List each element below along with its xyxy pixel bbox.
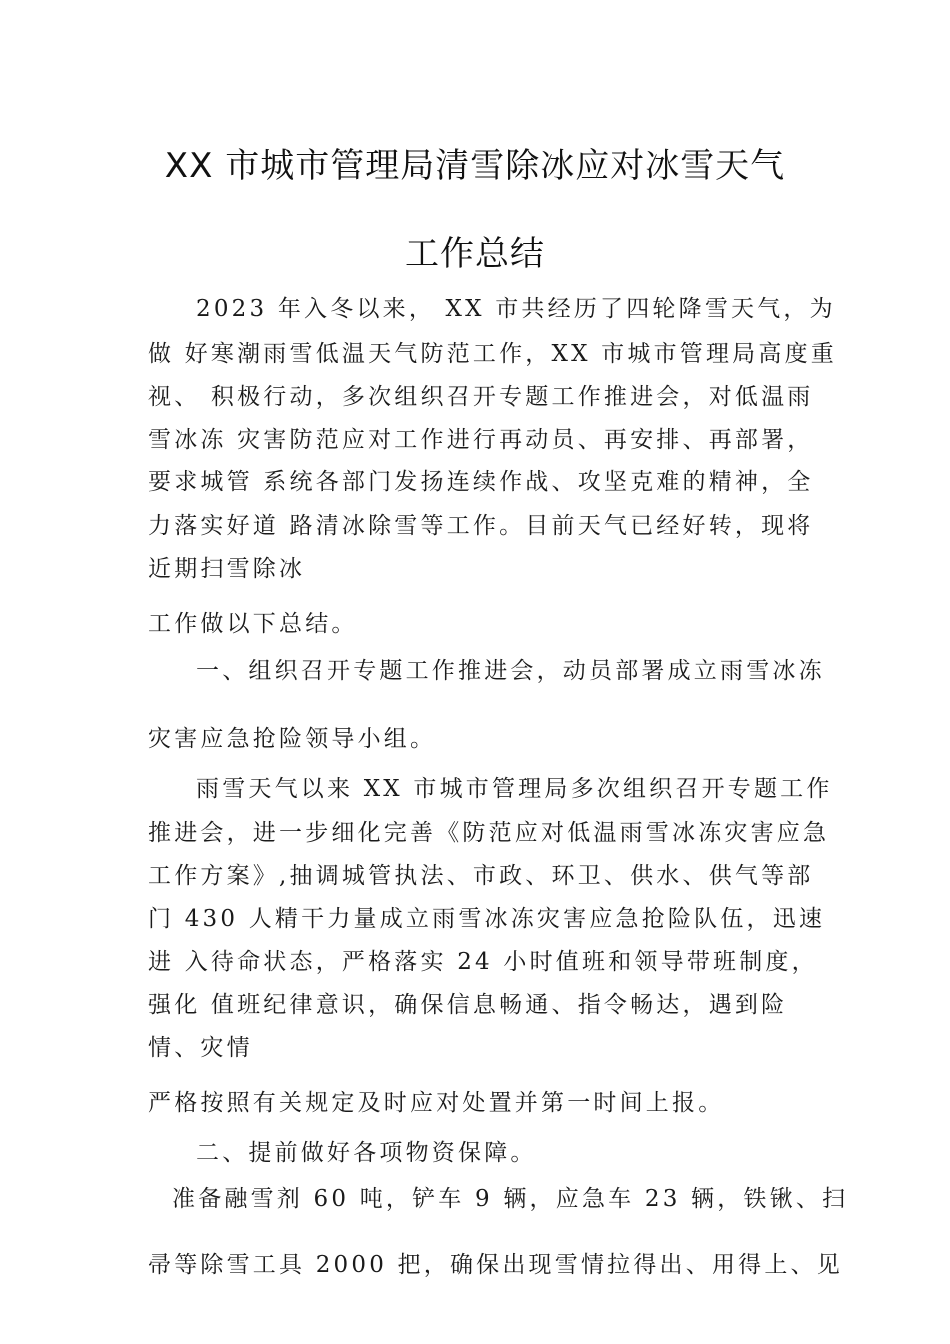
paragraph-line: 严格按照有关规定及时应对处置并第一时间上报。 xyxy=(148,1090,725,1116)
paragraph-line: 雨雪天气以来 XX 市城市管理局多次组织召开专题工作 xyxy=(196,776,833,802)
paragraph-line: 强化 值班纪律意识，确保信息畅通、指令畅达，遇到险 xyxy=(148,992,788,1018)
section-heading-line: 二、提前做好各项物资保障。 xyxy=(196,1140,537,1166)
paragraph-line: 准备融雪剂 60 吨，铲车 9 辆，应急车 23 辆，铁锹、扫 xyxy=(172,1186,849,1212)
paragraph-line: 进 入待命状态，严格落实 24 小时值班和领导带班制度， xyxy=(148,949,818,975)
document-title-line-2: 工作总结 xyxy=(405,234,545,274)
paragraph-line: 做 好寒潮雨雪低温天气防范工作，XX 市城市管理局高度重 xyxy=(148,341,837,367)
paragraph-line: 门 430 人精干力量成立雨雪冰冻灾害应急抢险队伍，迅速 xyxy=(148,906,826,932)
section-heading-line: 一、组织召开专题工作推进会，动员部署成立雨雪冰冻 xyxy=(196,658,825,684)
document-title-line-1: XX 市城市管理局清雪除冰应对冰雪天气 xyxy=(164,146,786,186)
paragraph-line: 2023 年入冬以来， XX 市共经历了四轮降雪天气，为 xyxy=(196,296,836,322)
paragraph-line: 情、灾情 xyxy=(148,1035,253,1061)
paragraph-line: 近期扫雪除冰 xyxy=(148,556,306,582)
paragraph-line: 视、 积极行动，多次组织召开专题工作推进会，对低温雨 xyxy=(148,384,814,410)
paragraph-line: 工作方案》,抽调城管执法、市政、环卫、供水、供气等部 xyxy=(148,863,814,889)
paragraph-line: 推进会，进一步细化完善《防范应对低温雨雪冰冻灾害应急 xyxy=(148,820,830,846)
paragraph-line: 力落实好道 路清冰除雪等工作。目前天气已经好转，现将 xyxy=(148,513,814,539)
paragraph-line: 工作做以下总结。 xyxy=(148,611,358,637)
paragraph-line: 要求城管 系统各部门发扬连续作战、攻坚克难的精神，全 xyxy=(148,469,814,495)
paragraph-line: 帚等除雪工具 2000 把，确保出现雪情拉得出、用得上、见 xyxy=(148,1252,843,1278)
paragraph-line: 雪冰冻 灾害防范应对工作进行再动员、再安排、再部署， xyxy=(148,427,814,453)
section-heading-line: 灾害应急抢险领导小组。 xyxy=(148,726,437,752)
